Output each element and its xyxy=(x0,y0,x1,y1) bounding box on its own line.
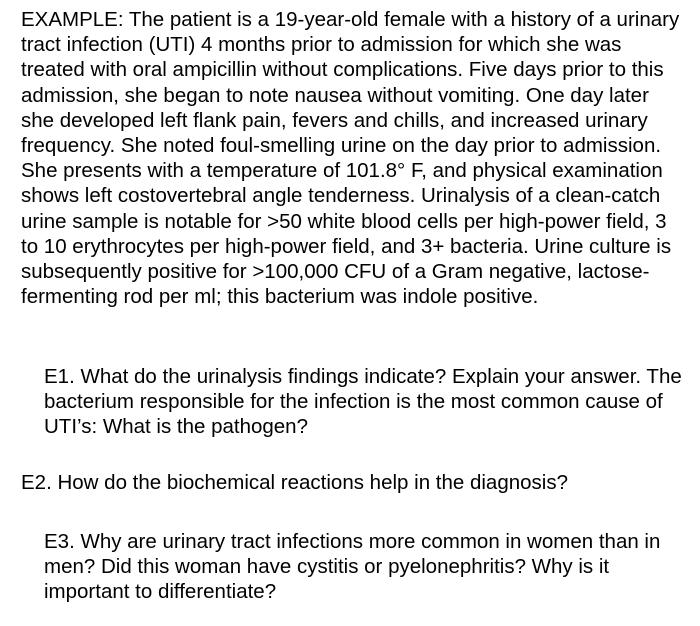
question-e2: E2. How do the biochemical reactions help in the diagnosis? xyxy=(21,471,568,494)
question-e3: E3. Why are urinary tract infections more common in women than in men? Did this woman have cystitis or pyelonephritis? Why is it important to differentiate? xyxy=(44,530,661,604)
case-description: EXAMPLE: The patient is a 19-year-old female with a history of a urinary tract infection (UTI) 4 months prior to admission for which she was treated with oral ampicillin without complications. Five days prior to this admission, she began to note nausea without vomiting. One day later she developed left flank pain, fevers and chills, and increased urinary frequency. She noted foul-smelling urine on the day prior to admission. She presents with a temperature of 101.8° F, and physical examination shows left costovertebral angle tenderness. Urinalysis of a clean-catch urine sample is notable for >50 white blood cells per high-power field, 3 to 10 erythrocytes per high-power field, and 3+ bacteria. Urine culture is subsequently positive for >100,000 CFU of a Gram negative, lactose-fermenting rod per ml; this bacterium was indole positive. xyxy=(21,8,680,309)
question-e1: E1. What do the urinalysis findings indicate? Explain your answer. The bacterium responsible for the infection is the most common cause of UTI’s: What is the pathogen? xyxy=(44,365,682,439)
